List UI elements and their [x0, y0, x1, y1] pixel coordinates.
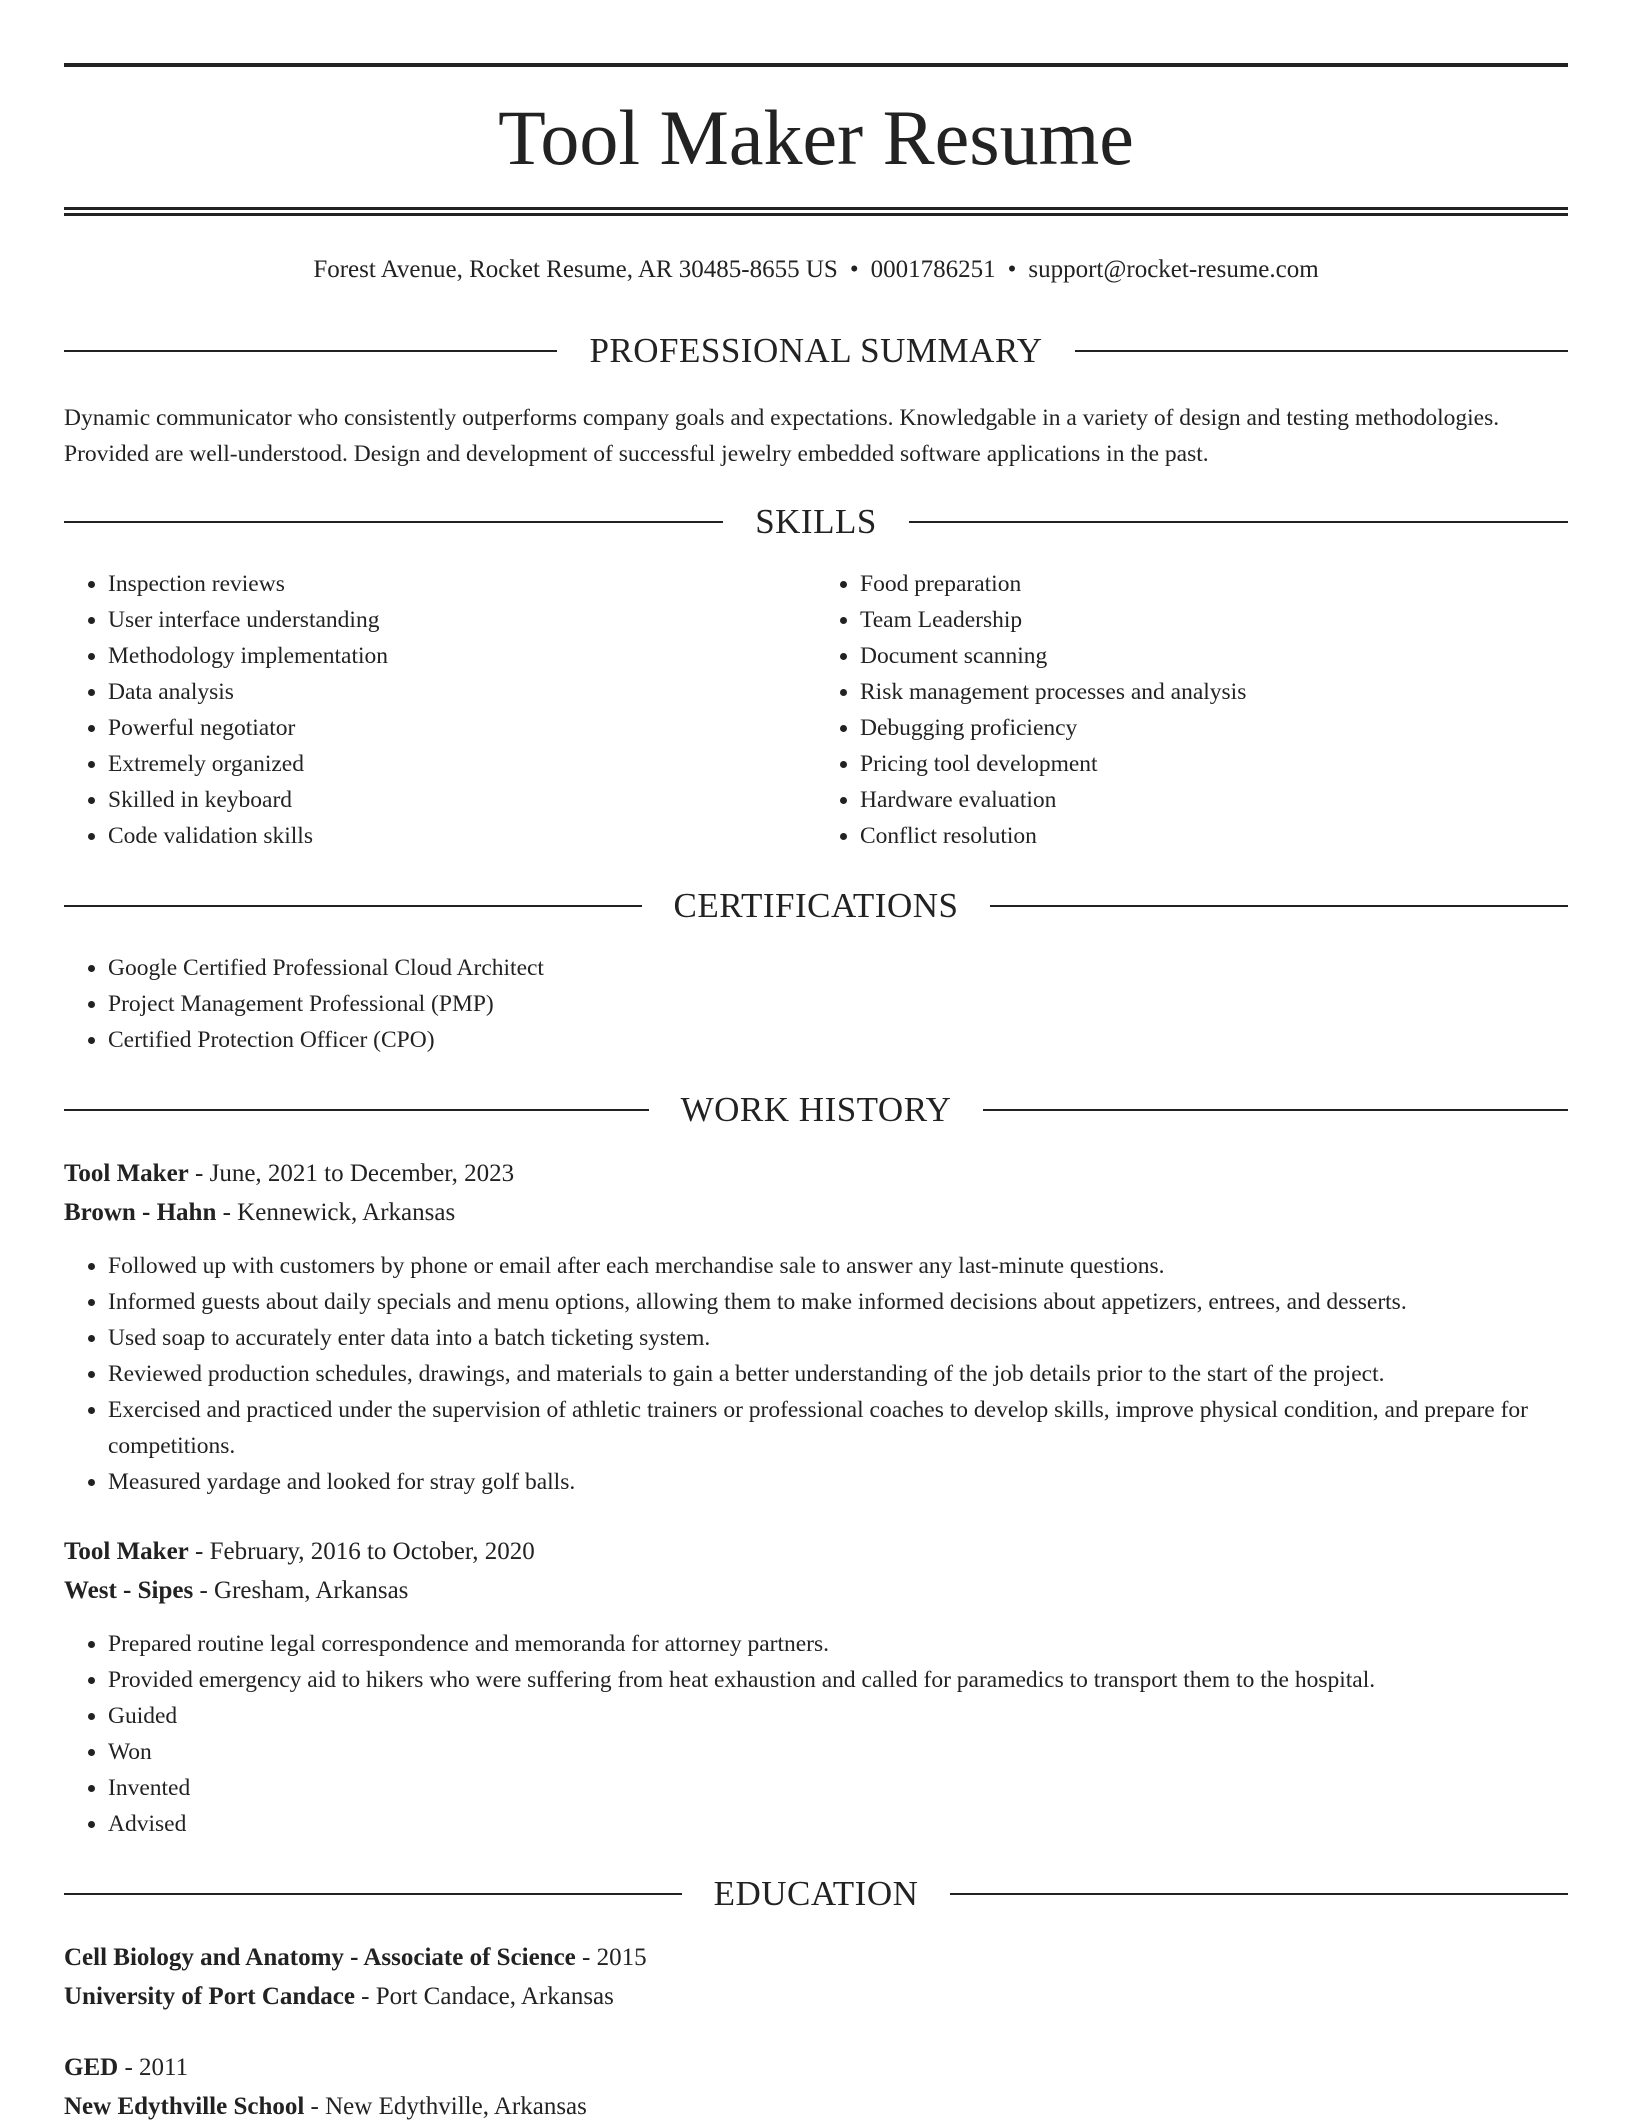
job-bullet: • Won: [108, 1734, 1568, 1770]
job-bullet: • Followed up with customers by phone or email after each merchandise sale to answer any last-minute questions.: [108, 1248, 1568, 1284]
education-school: University of Port Candace: [64, 1983, 355, 2010]
certification-item: • Google Certified Professional Cloud Architect: [108, 950, 1568, 986]
certification-item: • Project Management Professional (PMP): [108, 986, 1568, 1022]
skill-item: • Conflict resolution: [860, 818, 1568, 854]
section-title: SKILLS: [755, 502, 877, 541]
job-bullet: • Measured yardage and looked for stray golf balls.: [108, 1464, 1568, 1500]
education-degree: Cell Biology and Anatomy - Associate of Science: [64, 1944, 576, 1971]
section-header-summary: [64, 331, 1568, 371]
section-rule: [64, 1109, 649, 1111]
section-rule: [64, 521, 723, 523]
job-company-line: [64, 1193, 1568, 1232]
skills-column-right: [816, 566, 1568, 854]
education-location: - Port Candace, Arkansas: [354, 1983, 614, 2010]
education-school-line: [64, 2087, 1568, 2126]
contact-separator: •: [1007, 256, 1017, 283]
resume-title: Tool Maker Resume: [498, 94, 1134, 181]
section-rule: [990, 905, 1568, 907]
skills-column-left: [64, 566, 816, 854]
job-company-line: [64, 1571, 1568, 1610]
job-bullet: • Reviewed production schedules, drawings, and materials to gain a better understanding of the job details prior to the start of the project.: [108, 1356, 1568, 1392]
section-title: WORK HISTORY: [680, 1090, 952, 1129]
job-bullets: [64, 1626, 1568, 1842]
section-header-certifications: [64, 886, 1568, 926]
job-bullet: • Prepared routine legal correspondence and memoranda for attorney partners.: [108, 1626, 1568, 1662]
section-title: PROFESSIONAL SUMMARY: [589, 331, 1043, 370]
education-year: - 2015: [575, 1944, 647, 1971]
job-title-line: [64, 1532, 1568, 1571]
education-school: New Edythville School: [64, 2093, 305, 2120]
skill-item: • User interface understanding: [108, 602, 816, 638]
job-bullet: • Exercised and practiced under the supervision of athletic trainers or professional coaches to develop skills, improve physical condition, and prepare for competitions.: [108, 1392, 1568, 1464]
education-degree-line: [64, 2048, 1568, 2087]
summary-text: Dynamic communicator who consistently outperforms company goals and expectations. Knowledgable in a variety of design and testing methodologies. Provided are well-understood. Design and development of successful jewelry embedded software applications in the past.: [64, 405, 1500, 467]
job-dates: - June, 2021 to December, 2023: [188, 1160, 515, 1187]
certification-item: • Certified Protection Officer (CPO): [108, 1022, 1568, 1058]
section-header-work: [64, 1090, 1568, 1130]
skills-list: [64, 566, 1568, 854]
skill-item: • Extremely organized: [108, 746, 816, 782]
education-location: - New Edythville, Arkansas: [304, 2093, 587, 2120]
education-degree: GED: [64, 2054, 119, 2081]
education-school-line: [64, 1977, 1568, 2016]
job-dates: - February, 2016 to October, 2020: [188, 1538, 535, 1565]
job-bullet: • Used soap to accurately enter data into a batch ticketing system.: [108, 1320, 1568, 1356]
section-header-skills: [64, 502, 1568, 542]
top-rule: [64, 63, 1568, 67]
job-entry: [64, 1532, 1568, 1610]
job-entry: [64, 1154, 1568, 1232]
skill-item: • Data analysis: [108, 674, 816, 710]
education-year: - 2011: [118, 2054, 189, 2081]
skill-item: • Skilled in keyboard: [108, 782, 816, 818]
job-location: - Gresham, Arkansas: [193, 1577, 409, 1604]
section-rule: [64, 905, 642, 907]
skill-item: • Risk management processes and analysis: [860, 674, 1568, 710]
section-title: CERTIFICATIONS: [673, 886, 959, 925]
job-bullets: [64, 1248, 1568, 1500]
job-title-line: [64, 1154, 1568, 1193]
job-title: Tool Maker: [64, 1160, 189, 1187]
skill-item: • Powerful negotiator: [108, 710, 816, 746]
contact-email: support@rocket-resume.com: [1028, 256, 1319, 283]
skill-item: • Food preparation: [860, 566, 1568, 602]
contact-address: Forest Avenue, Rocket Resume, AR 30485-8655 US: [313, 256, 838, 283]
skill-item: • Methodology implementation: [108, 638, 816, 674]
education-entry: [64, 1938, 1568, 2016]
job-bullet: • Guided: [108, 1698, 1568, 1734]
section-rule: [950, 1893, 1568, 1895]
job-title: Tool Maker: [64, 1538, 189, 1565]
job-bullet: • Advised: [108, 1806, 1568, 1842]
contact-phone: 0001786251: [870, 256, 996, 283]
section-title: EDUCATION: [713, 1874, 919, 1913]
education-degree-line: [64, 1938, 1568, 1977]
skill-item: • Team Leadership: [860, 602, 1568, 638]
skill-item: • Hardware evaluation: [860, 782, 1568, 818]
job-company: West - Sipes: [64, 1577, 194, 1604]
certifications-list: [64, 950, 1568, 1058]
section-rule: [1075, 350, 1568, 352]
contact-separator: •: [849, 256, 859, 283]
contact-line: [64, 252, 1568, 288]
skill-item: • Inspection reviews: [108, 566, 816, 602]
skill-item: • Document scanning: [860, 638, 1568, 674]
skill-item: • Debugging proficiency: [860, 710, 1568, 746]
section-rule: [64, 350, 557, 352]
job-company: Brown - Hahn: [64, 1199, 217, 1226]
skill-item: • Pricing tool development: [860, 746, 1568, 782]
title-double-rule: [64, 207, 1568, 216]
section-rule: [909, 521, 1568, 523]
job-bullet: • Provided emergency aid to hikers who were suffering from heat exhaustion and called for paramedics to transport them to the hospital.: [108, 1662, 1568, 1698]
education-entry: [64, 2048, 1568, 2126]
section-rule: [64, 1893, 682, 1895]
job-bullet: • Informed guests about daily specials and menu options, allowing them to make informed decisions about appetizers, entrees, and desserts.: [108, 1284, 1568, 1320]
job-bullet: • Invented: [108, 1770, 1568, 1806]
section-rule: [983, 1109, 1568, 1111]
section-header-education: [64, 1874, 1568, 1914]
skill-item: • Code validation skills: [108, 818, 816, 854]
job-location: - Kennewick, Arkansas: [216, 1199, 456, 1226]
